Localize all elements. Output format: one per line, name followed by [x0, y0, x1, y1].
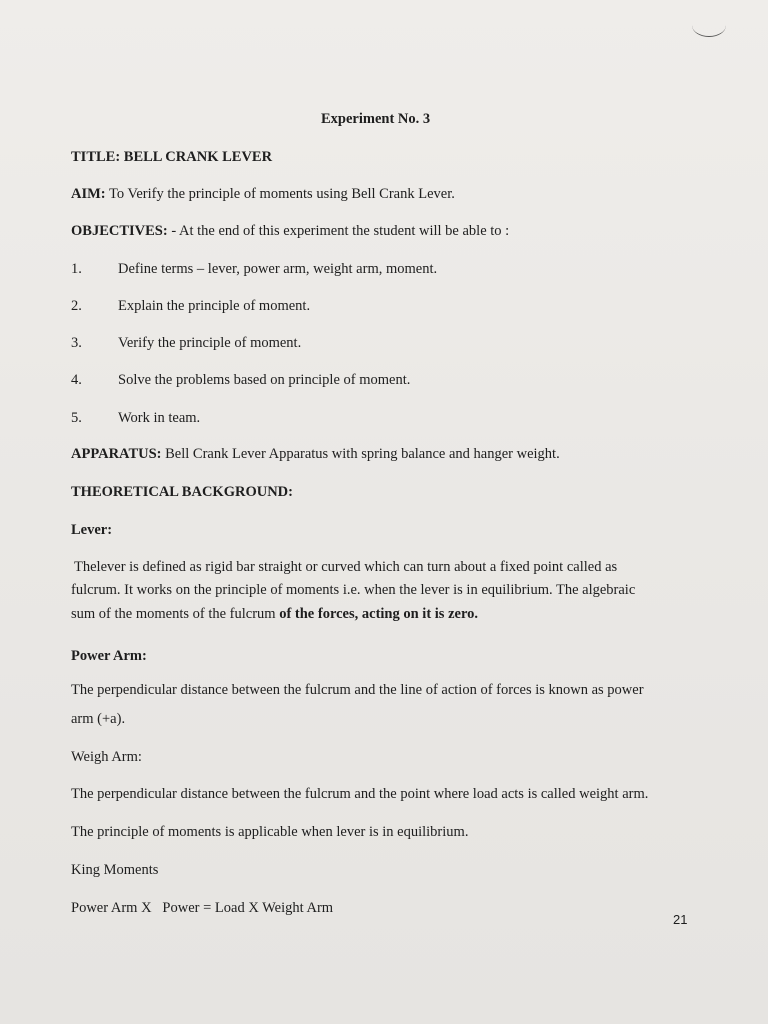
objectives-label: OBJECTIVES:: [71, 223, 168, 239]
objective-number: 5.: [71, 410, 82, 426]
aim-line: [71, 186, 455, 203]
power-arm-text-line: The perpendicular distance between the fulcrum and the line of action of forces is known as power: [71, 682, 644, 698]
aim-value: To Verify the principle of moments using Bell Crank Lever.: [109, 186, 455, 202]
weigh-arm-heading: Weigh Arm:: [71, 749, 142, 765]
objective-item: Define terms – lever, power arm, weight arm, moment.: [118, 261, 438, 277]
objective-item: Work in team.: [118, 410, 201, 426]
objective-item: Explain the principle of moment.: [118, 298, 311, 314]
power-arm-heading: Power Arm:: [71, 648, 147, 664]
lever-heading: Lever:: [71, 522, 113, 538]
apparatus-label: APPARATUS:: [71, 446, 162, 462]
moment-formula: Power Arm X Power = Load X Weight Arm: [71, 900, 334, 916]
objective-number: 3.: [71, 335, 82, 351]
experiment-heading: Experiment No. 3: [321, 111, 431, 127]
objectives-line: [71, 223, 509, 240]
page-number: 21: [673, 912, 688, 927]
lever-text-plain: sum of the moments of the fulcrum: [71, 606, 280, 622]
apparatus-line: [71, 446, 560, 463]
power-arm-text-line: arm (+a).: [71, 711, 126, 727]
weigh-arm-text-line: The perpendicular distance between the fulcrum and the point where load acts is called weight arm.: [71, 786, 649, 802]
lever-text-bold: of the forces, acting on it is zero.: [279, 606, 478, 622]
principle-statement: The principle of moments is applicable when lever is in equilibrium.: [71, 824, 469, 840]
title-value: BELL CRANK LEVER: [123, 149, 273, 165]
lever-text-line: Thelever is defined as rigid bar straight or curved which can turn about a fixed point called as: [74, 559, 618, 575]
title-label: TITLE:: [71, 149, 121, 165]
title-line: [71, 149, 272, 166]
objective-number: 4.: [71, 372, 82, 388]
apparatus-value: Bell Crank Lever Apparatus with spring balance and hanger weight.: [165, 446, 560, 462]
objective-number: 2.: [71, 298, 82, 314]
king-moments-heading: King Moments: [71, 862, 159, 878]
aim-label: AIM:: [71, 186, 106, 202]
theory-heading: THEORETICAL BACKGROUND:: [71, 484, 293, 500]
objective-number: 1.: [71, 261, 82, 277]
lever-text-line: [71, 606, 478, 623]
corner-mark: [692, 14, 726, 37]
objectives-intro: - At the end of this experiment the student will be able to :: [171, 223, 510, 239]
objective-item: Solve the problems based on principle of moment.: [118, 372, 411, 388]
objective-item: Verify the principle of moment.: [118, 335, 302, 351]
lever-text-line: fulcrum. It works on the principle of moments i.e. when the lever is in equilibrium. The algebraic: [71, 582, 636, 598]
